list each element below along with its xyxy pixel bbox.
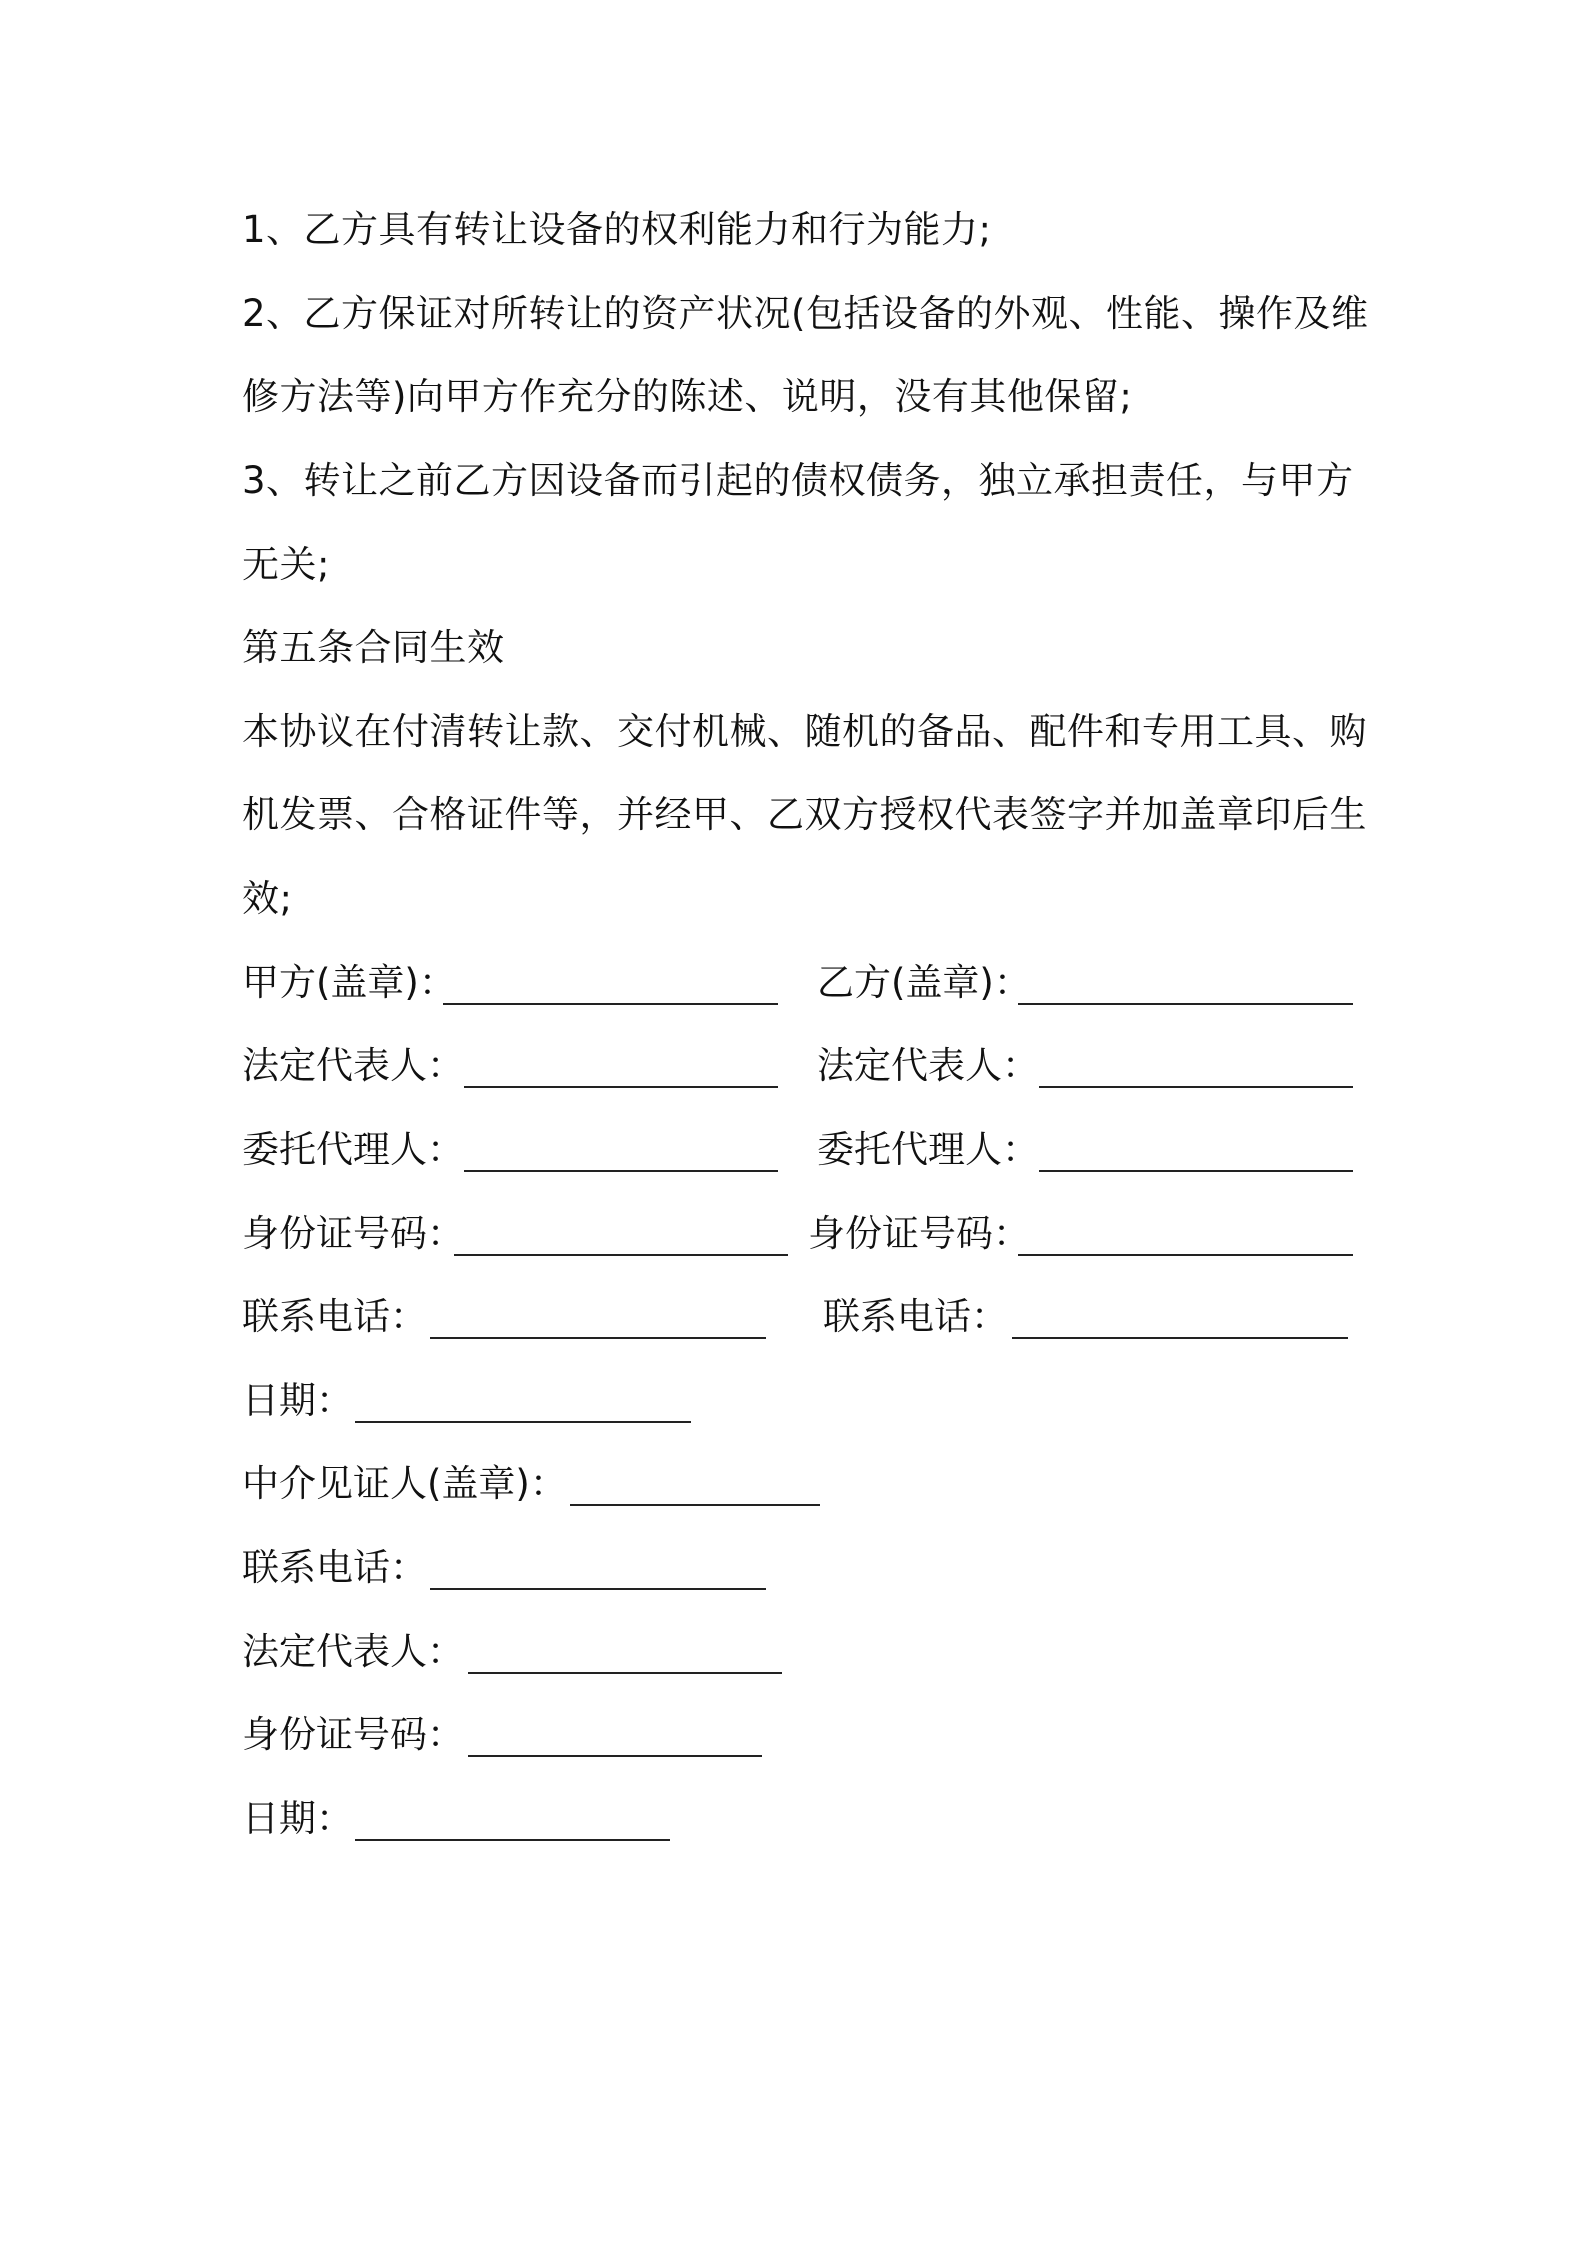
party-a-legal-rep-label: 法定代表人： — [242, 1044, 464, 1087]
witness-phone-label: 联系电话： — [242, 1546, 427, 1589]
party-a-agent-label: 委托代理人： — [242, 1128, 464, 1171]
witness-seal-blank — [570, 1504, 820, 1506]
party-b-phone-blank — [1012, 1337, 1348, 1339]
clause-1: 1、乙方具有转让设备的权利能力和行为能力; — [242, 208, 992, 251]
witness-phone-blank — [430, 1588, 766, 1590]
clause-3-line-1: 3、转让之前乙方因设备而引起的债权债务，独立承担责任，与甲方 — [242, 459, 1354, 502]
witness-legal-rep-label: 法定代表人： — [242, 1630, 464, 1673]
party-a-date-label: 日期： — [242, 1379, 353, 1422]
party-b-id-blank — [1018, 1254, 1353, 1256]
party-a-id-label: 身份证号码： — [242, 1212, 464, 1255]
clause-2-line-1: 2、乙方保证对所转让的资产状况(包括设备的外观、性能、操作及维 — [242, 292, 1369, 335]
clause-3-line-2: 无关; — [242, 543, 330, 586]
witness-date-blank — [355, 1839, 670, 1841]
effect-clause-line-3: 效; — [242, 877, 293, 920]
party-a-id-blank — [454, 1254, 788, 1256]
party-b-agent-label: 委托代理人： — [817, 1128, 1039, 1171]
party-a-legal-rep-blank — [464, 1086, 778, 1088]
party-b-seal-label: 乙方(盖章)： — [817, 961, 1031, 1004]
effect-clause-line-1: 本协议在付清转让款、交付机械、随机的备品、配件和专用工具、购 — [242, 710, 1367, 753]
witness-id-blank — [468, 1755, 762, 1757]
party-b-seal-blank — [1018, 1003, 1353, 1005]
witness-legal-rep-blank — [468, 1672, 782, 1674]
party-a-seal-blank — [443, 1003, 778, 1005]
party-b-legal-rep-label: 法定代表人： — [817, 1044, 1039, 1087]
effect-clause-line-2: 机发票、合格证件等，并经甲、乙双方授权代表签字并加盖章印后生 — [242, 793, 1367, 836]
party-a-date-blank — [355, 1421, 691, 1423]
party-a-agent-blank — [464, 1170, 778, 1172]
party-b-agent-blank — [1039, 1170, 1353, 1172]
party-b-legal-rep-blank — [1039, 1086, 1353, 1088]
witness-date-label: 日期： — [242, 1797, 353, 1840]
party-a-phone-blank — [430, 1337, 766, 1339]
witness-id-label: 身份证号码： — [242, 1713, 464, 1756]
party-b-phone-label: 联系电话： — [823, 1295, 1008, 1338]
party-b-id-label: 身份证号码： — [808, 1212, 1030, 1255]
party-a-seal-label: 甲方(盖章)： — [242, 961, 456, 1004]
party-a-phone-label: 联系电话： — [242, 1295, 427, 1338]
witness-seal-label: 中介见证人(盖章)： — [242, 1462, 567, 1505]
clause-2-line-2: 修方法等)向甲方作充分的陈述、说明，没有其他保留; — [242, 375, 1133, 418]
article-5-heading: 第五条合同生效 — [242, 626, 505, 669]
